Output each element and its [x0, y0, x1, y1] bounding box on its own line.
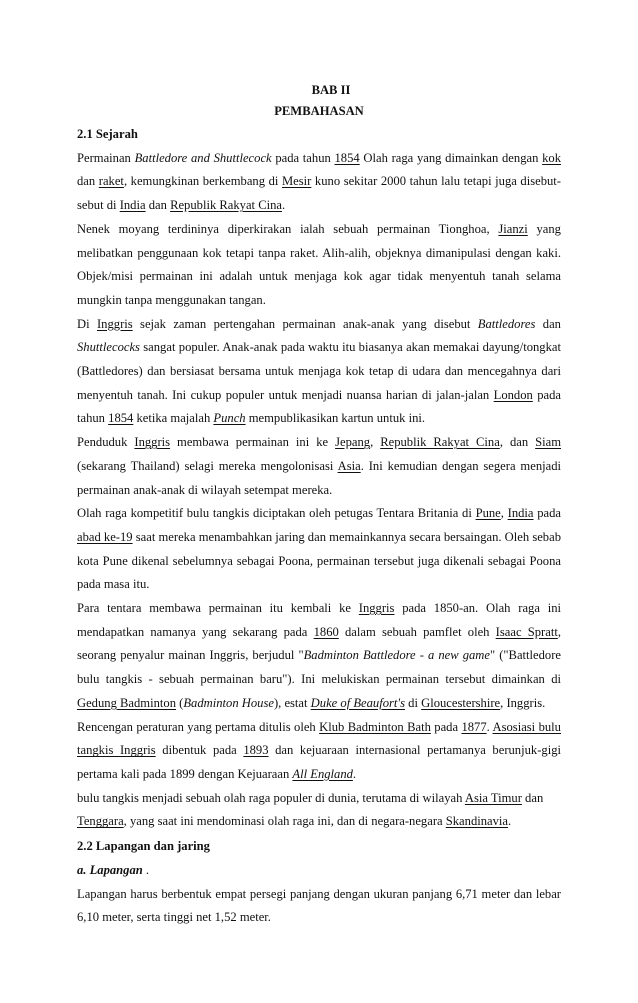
- text-run: .: [486, 719, 493, 734]
- link-text[interactable]: Jianzi: [498, 221, 528, 236]
- link-text[interactable]: raket: [98, 174, 124, 189]
- link-text[interactable]: Pune: [475, 506, 501, 521]
- text-run: , dan: [499, 435, 536, 450]
- text-run: pada tahun: [271, 150, 335, 165]
- document-body: [77, 80, 561, 930]
- link-text[interactable]: Siam: [535, 435, 562, 450]
- chapter-title: PEMBAHASAN: [274, 104, 364, 118]
- link-text[interactable]: Mesir: [281, 174, 312, 189]
- text-run: dalam sebuah pamflet oleh: [338, 624, 496, 639]
- link-text[interactable]: Jepang: [335, 435, 371, 450]
- paragraph: [77, 502, 561, 597]
- text-run: (: [176, 695, 184, 710]
- text-run: dan: [535, 316, 561, 331]
- link-text[interactable]: Republik Rakyat Cina: [380, 435, 500, 450]
- text-run: Olah raga yang dimainkan dengan: [359, 150, 543, 165]
- link-text[interactable]: Asosiasi bulu tangkis Inggris: [77, 719, 561, 758]
- text-run: saat mereka menambahkan jaring dan memainkannya secara bersaingan. Oleh sebab kota Pune dikenal sebelumnya sebagai Poona, permainan tersebut juga dikenali sebagai Poona pada masa itu.: [77, 529, 561, 592]
- link-text[interactable]: Asia: [337, 458, 361, 473]
- text-run: membawa permainan ini ke: [170, 435, 336, 450]
- link-text[interactable]: Punch: [213, 411, 246, 426]
- text-run: , yang saat ini mendominasi olah raga ini, dan di negara-negara: [123, 814, 446, 829]
- text-run: di: [405, 695, 422, 710]
- subsection-heading-label: a. Lapangan: [77, 862, 143, 877]
- link-text[interactable]: Gedung Badminton: [77, 695, 176, 710]
- link-text[interactable]: Isaac Spratt: [495, 624, 558, 639]
- paragraph: [77, 716, 561, 787]
- link-text[interactable]: India: [119, 198, 146, 213]
- text-run: sejak zaman pertengahan permainan anak-anak yang disebut: [132, 316, 478, 331]
- link-text[interactable]: 1893: [243, 743, 269, 758]
- text-run: dan: [521, 790, 544, 805]
- text-run: .: [508, 814, 512, 829]
- text-run: yang melibatkan penggunaan kok tetapi tanpa raket. Alih-alih, objeknya dimanipulasi dengan kaki. Objek/misi permainan ini adalah untuk menjaga kok agar tidak menyentuh tanah selama mungkin tanpa menggunakan tangan.: [77, 221, 561, 307]
- italic-text: Badminton Battledore - a new game: [303, 648, 490, 663]
- text-run: dibentuk pada: [155, 743, 244, 758]
- text-run: (sekarang Thailand) selagi mereka mengolonisasi: [77, 458, 338, 473]
- italic-text: Battledore and Shuttlecock: [134, 150, 272, 165]
- text-run: dan: [77, 174, 99, 189]
- paragraph: [77, 147, 561, 218]
- text-run: ketika majalah: [133, 411, 214, 426]
- text-run: .: [352, 766, 357, 781]
- text-run: mempublikasikan kartun untuk ini.: [245, 411, 426, 426]
- lapangan-paragraph: Lapangan harus berbentuk empat persegi panjang dengan ukuran panjang 6,71 meter dan lebar 6,10 meter, serta tinggi net 1,52 meter.: [77, 886, 561, 925]
- link-text[interactable]: kok: [542, 150, 561, 165]
- paragraph: [77, 313, 561, 432]
- text-run: Permainan: [77, 150, 135, 165]
- text-run: , kemungkinan berkembang di: [123, 174, 282, 189]
- text-run: Olah raga kompetitif bulu tangkis diciptakan oleh petugas Tentara Britania di: [77, 506, 476, 521]
- chapter-heading: BAB II: [311, 83, 351, 97]
- link-text[interactable]: Inggris: [96, 316, 133, 331]
- text-run: , seorang penyalur mainan Inggris, berjudul ": [77, 624, 561, 663]
- text-run: Para tentara membawa permainan itu kembali ke: [77, 601, 359, 616]
- text-run: . Ini kemudian dengan segera menjadi permainan anak-anak di wilayah setempat mereka.: [77, 458, 561, 497]
- text-run: pada: [533, 506, 562, 521]
- link-text[interactable]: Republik Rakyat Cina: [170, 198, 282, 213]
- link-text[interactable]: Gloucestershire: [421, 695, 501, 710]
- link-text[interactable]: abad ke-19: [77, 529, 133, 544]
- text-run: ,: [370, 435, 381, 450]
- text-run: ,: [500, 506, 508, 521]
- text-run: Di: [77, 316, 97, 331]
- italic-text: Shuttlecocks: [77, 340, 140, 355]
- text-run: Penduduk: [77, 435, 135, 450]
- text-run: pada: [430, 719, 462, 734]
- section-heading-sejarah: 2.1 Sejarah: [77, 127, 138, 141]
- link-text[interactable]: 1860: [313, 624, 339, 639]
- text-run: pada 1850-an. Olah raga ini mendapatkan namanya yang sekarang pada: [77, 601, 561, 639]
- italic-text: Badminton House: [183, 695, 274, 710]
- italic-text: Battledores: [477, 316, 536, 331]
- link-text[interactable]: India: [507, 506, 534, 521]
- text-run: .: [282, 198, 286, 213]
- link-text[interactable]: Skandinavia: [445, 814, 509, 829]
- link-text[interactable]: 1854: [334, 150, 360, 165]
- link-text[interactable]: Duke of Beaufort's: [310, 695, 406, 710]
- paragraph: [77, 787, 561, 834]
- text-run: pada tahun: [77, 387, 561, 426]
- text-run: " ("Battledore bulu tangkis - sebuah permainan baru"). Ini melukiskan permainan tersebut dimainkan di: [77, 648, 562, 687]
- link-text[interactable]: Inggris: [358, 601, 395, 616]
- section-heading-lapangan: 2.2 Lapangan dan jaring: [77, 839, 210, 854]
- paragraph: [77, 218, 561, 313]
- text-run: dan: [145, 198, 171, 213]
- link-text[interactable]: Asia Timur: [464, 790, 522, 805]
- link-text[interactable]: London: [493, 387, 533, 402]
- link-text[interactable]: 1877: [461, 719, 487, 734]
- text-run: ), estat: [273, 695, 311, 710]
- link-text[interactable]: 1854: [108, 411, 134, 426]
- text-run: Nenek moyang terdininya diperkirakan ialah sebuah permainan Tionghoa,: [77, 221, 499, 236]
- text-run: dan kejuaraan internasional pertamanya berunjuk-gigi pertama kali pada 1899 dengan Kejuaraan: [77, 743, 561, 781]
- link-text[interactable]: Klub Badminton Bath: [319, 719, 431, 734]
- link-text[interactable]: All England: [292, 766, 353, 781]
- text-run: kuno sekitar 2000 tahun lalu tetapi juga disebut-sebut di: [77, 174, 561, 213]
- text-run: bulu tangkis menjadi sebuah olah raga populer di dunia, terutama di wilayah: [77, 790, 465, 805]
- text-run: sangat populer. Anak-anak pada waktu itu biasanya akan memakai dayung/tongkat (Battledores) dan bersiasat bersama untuk menjaga kok tetap di udara dan mencegahnya dari menyentuh tanah. Ini cukup populer untuk menjadi nuansa harian di jalan-jalan: [77, 340, 561, 402]
- text-run: Rencengan peraturan yang pertama ditulis oleh: [77, 719, 320, 734]
- subsection-heading-suffix: .: [142, 862, 150, 877]
- link-text[interactable]: Tenggara: [77, 814, 124, 829]
- link-text[interactable]: Inggris: [134, 435, 171, 450]
- text-run: , Inggris.: [500, 695, 546, 710]
- subsection-heading: [77, 859, 561, 883]
- sejarah-paragraphs: [77, 147, 561, 834]
- paragraph: [77, 431, 561, 502]
- paragraph: [77, 597, 561, 716]
